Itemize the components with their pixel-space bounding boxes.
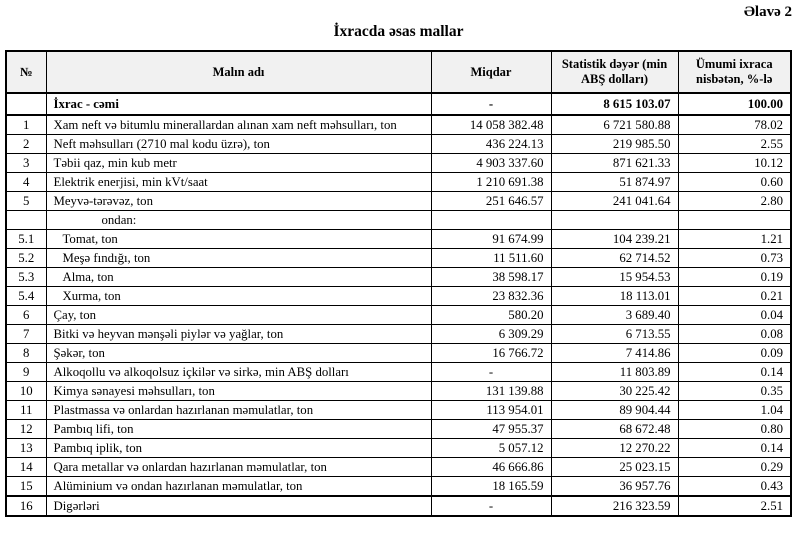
cell-qty: 11 511.60 bbox=[431, 249, 551, 268]
cell-name: Təbii qaz, min kub metr bbox=[46, 154, 431, 173]
cell-value: 30 225.42 bbox=[551, 382, 678, 401]
cell-qty: 23 832.36 bbox=[431, 287, 551, 306]
table-row bbox=[6, 249, 791, 268]
cell-no: 13 bbox=[6, 439, 46, 458]
cell-name: Pambıq iplik, ton bbox=[46, 439, 431, 458]
cell-share: 100.00 bbox=[678, 93, 791, 115]
cell-name: Meyvə-tərəvəz, ton bbox=[46, 192, 431, 211]
cell-share bbox=[678, 211, 791, 230]
cell-qty: 47 955.37 bbox=[431, 420, 551, 439]
col-header-value: Statistik dəyər (min ABŞ dolları) bbox=[551, 51, 678, 93]
cell-qty bbox=[431, 211, 551, 230]
cell-value: 8 615 103.07 bbox=[551, 93, 678, 115]
cell-name: Plastmassa və onlardan hazırlanan məmulatlar, ton bbox=[46, 401, 431, 420]
cell-value: 871 621.33 bbox=[551, 154, 678, 173]
cell-share: 2.51 bbox=[678, 496, 791, 516]
cell-no: 1 bbox=[6, 115, 46, 135]
table-row bbox=[6, 135, 791, 154]
page-title: İxracda əsas mallar bbox=[333, 23, 464, 40]
cell-qty: 6 309.29 bbox=[431, 325, 551, 344]
table-row bbox=[6, 211, 791, 230]
cell-share: 0.60 bbox=[678, 173, 791, 192]
cell-value: 11 803.89 bbox=[551, 363, 678, 382]
cell-no bbox=[6, 93, 46, 115]
cell-value: 241 041.64 bbox=[551, 192, 678, 211]
cell-no: 4 bbox=[6, 173, 46, 192]
cell-qty: 113 954.01 bbox=[431, 401, 551, 420]
cell-no: 2 bbox=[6, 135, 46, 154]
cell-name: Digərləri bbox=[46, 496, 431, 516]
cell-value bbox=[551, 211, 678, 230]
cell-share: 10.12 bbox=[678, 154, 791, 173]
cell-value: 3 689.40 bbox=[551, 306, 678, 325]
col-header-name: Malın adı bbox=[46, 51, 431, 93]
cell-share: 0.35 bbox=[678, 382, 791, 401]
cell-qty: 16 766.72 bbox=[431, 344, 551, 363]
cell-name: Pambıq lifi, ton bbox=[46, 420, 431, 439]
cell-no: 14 bbox=[6, 458, 46, 477]
cell-share: 0.43 bbox=[678, 477, 791, 497]
table-row bbox=[6, 458, 791, 477]
cell-share: 0.29 bbox=[678, 458, 791, 477]
cell-value: 89 904.44 bbox=[551, 401, 678, 420]
table-row bbox=[6, 268, 791, 287]
cell-name: Xurma, ton bbox=[46, 287, 431, 306]
cell-value: 6 713.55 bbox=[551, 325, 678, 344]
table-row bbox=[6, 363, 791, 382]
table-row bbox=[6, 287, 791, 306]
cell-share: 0.19 bbox=[678, 268, 791, 287]
cell-share: 0.14 bbox=[678, 439, 791, 458]
cell-qty: 1 210 691.38 bbox=[431, 173, 551, 192]
table-row bbox=[6, 344, 791, 363]
cell-qty: 38 598.17 bbox=[431, 268, 551, 287]
table-row bbox=[6, 401, 791, 420]
cell-share: 0.09 bbox=[678, 344, 791, 363]
header-row bbox=[6, 51, 791, 93]
cell-share: 78.02 bbox=[678, 115, 791, 135]
cell-no: 8 bbox=[6, 344, 46, 363]
table-row bbox=[6, 173, 791, 192]
cell-share: 0.04 bbox=[678, 306, 791, 325]
cell-no: 7 bbox=[6, 325, 46, 344]
table-row bbox=[6, 477, 791, 497]
cell-no: 6 bbox=[6, 306, 46, 325]
cell-qty: 18 165.59 bbox=[431, 477, 551, 497]
cell-no: 12 bbox=[6, 420, 46, 439]
cell-qty: 251 646.57 bbox=[431, 192, 551, 211]
cell-qty: 46 666.86 bbox=[431, 458, 551, 477]
table-row bbox=[6, 496, 791, 516]
cell-qty: 4 903 337.60 bbox=[431, 154, 551, 173]
cell-qty: - bbox=[431, 93, 551, 115]
col-header-no: № bbox=[6, 51, 46, 93]
cell-share: 0.08 bbox=[678, 325, 791, 344]
cell-no: 5.4 bbox=[6, 287, 46, 306]
cell-name: Meşə fındığı, ton bbox=[46, 249, 431, 268]
cell-name: Çay, ton bbox=[46, 306, 431, 325]
cell-value: 15 954.53 bbox=[551, 268, 678, 287]
table-row bbox=[6, 306, 791, 325]
cell-share: 1.21 bbox=[678, 230, 791, 249]
total-row bbox=[6, 93, 791, 115]
cell-name: İxrac - cəmi bbox=[46, 93, 431, 115]
cell-share: 0.21 bbox=[678, 287, 791, 306]
cell-value: 219 985.50 bbox=[551, 135, 678, 154]
cell-name: Xam neft və bitumlu minerallardan alınan xam neft məhsulları, ton bbox=[46, 115, 431, 135]
exports-table bbox=[5, 50, 792, 517]
table-row bbox=[6, 420, 791, 439]
cell-value: 25 023.15 bbox=[551, 458, 678, 477]
cell-no: 5.3 bbox=[6, 268, 46, 287]
cell-no: 15 bbox=[6, 477, 46, 497]
cell-name: Qara metallar və onlardan hazırlanan məmulatlar, ton bbox=[46, 458, 431, 477]
table-row bbox=[6, 382, 791, 401]
table-row bbox=[6, 192, 791, 211]
table-row bbox=[6, 115, 791, 135]
cell-no: 9 bbox=[6, 363, 46, 382]
cell-value: 18 113.01 bbox=[551, 287, 678, 306]
cell-share: 0.14 bbox=[678, 363, 791, 382]
cell-name: Alma, ton bbox=[46, 268, 431, 287]
cell-value: 51 874.97 bbox=[551, 173, 678, 192]
cell-no: 16 bbox=[6, 496, 46, 516]
table-body bbox=[6, 93, 791, 516]
cell-no: 3 bbox=[6, 154, 46, 173]
cell-share: 2.80 bbox=[678, 192, 791, 211]
cell-value: 7 414.86 bbox=[551, 344, 678, 363]
cell-no: 10 bbox=[6, 382, 46, 401]
cell-qty: 14 058 382.48 bbox=[431, 115, 551, 135]
cell-name: Bitki və heyvan mənşəli piylər və yağlar, ton bbox=[46, 325, 431, 344]
cell-name: Alkoqollu və alkoqolsuz içkilər və sirkə, min ABŞ dolları bbox=[46, 363, 431, 382]
cell-name: Kimya sənayesi məhsulları, ton bbox=[46, 382, 431, 401]
table-row bbox=[6, 325, 791, 344]
cell-qty: 131 139.88 bbox=[431, 382, 551, 401]
cell-no bbox=[6, 211, 46, 230]
cell-share: 0.80 bbox=[678, 420, 791, 439]
cell-qty: 436 224.13 bbox=[431, 135, 551, 154]
cell-qty: - bbox=[431, 363, 551, 382]
cell-value: 12 270.22 bbox=[551, 439, 678, 458]
cell-no: 5.1 bbox=[6, 230, 46, 249]
cell-value: 216 323.59 bbox=[551, 496, 678, 516]
annex-label: Əlavə 2 bbox=[743, 4, 792, 20]
cell-no: 5 bbox=[6, 192, 46, 211]
table-row bbox=[6, 230, 791, 249]
cell-value: 6 721 580.88 bbox=[551, 115, 678, 135]
cell-no: 11 bbox=[6, 401, 46, 420]
cell-value: 68 672.48 bbox=[551, 420, 678, 439]
cell-qty: 91 674.99 bbox=[431, 230, 551, 249]
cell-name: Neft məhsulları (2710 mal kodu üzrə), ton bbox=[46, 135, 431, 154]
cell-name: Alüminium və ondan hazırlanan məmulatlar, ton bbox=[46, 477, 431, 497]
cell-name: Elektrik enerjisi, min kVt/saat bbox=[46, 173, 431, 192]
cell-no: 5.2 bbox=[6, 249, 46, 268]
cell-qty: 580.20 bbox=[431, 306, 551, 325]
col-header-share: Ümumi ixraca nisbətən, %-lə bbox=[678, 51, 791, 93]
cell-value: 104 239.21 bbox=[551, 230, 678, 249]
table-row bbox=[6, 154, 791, 173]
cell-value: 36 957.76 bbox=[551, 477, 678, 497]
cell-share: 0.73 bbox=[678, 249, 791, 268]
cell-share: 2.55 bbox=[678, 135, 791, 154]
table-row bbox=[6, 439, 791, 458]
col-header-quantity: Miqdar bbox=[431, 51, 551, 93]
cell-qty: 5 057.12 bbox=[431, 439, 551, 458]
cell-name: Şəkər, ton bbox=[46, 344, 431, 363]
cell-name: Tomat, ton bbox=[46, 230, 431, 249]
cell-value: 62 714.52 bbox=[551, 249, 678, 268]
cell-qty: - bbox=[431, 496, 551, 516]
cell-name: ondan: bbox=[46, 211, 431, 230]
cell-share: 1.04 bbox=[678, 401, 791, 420]
